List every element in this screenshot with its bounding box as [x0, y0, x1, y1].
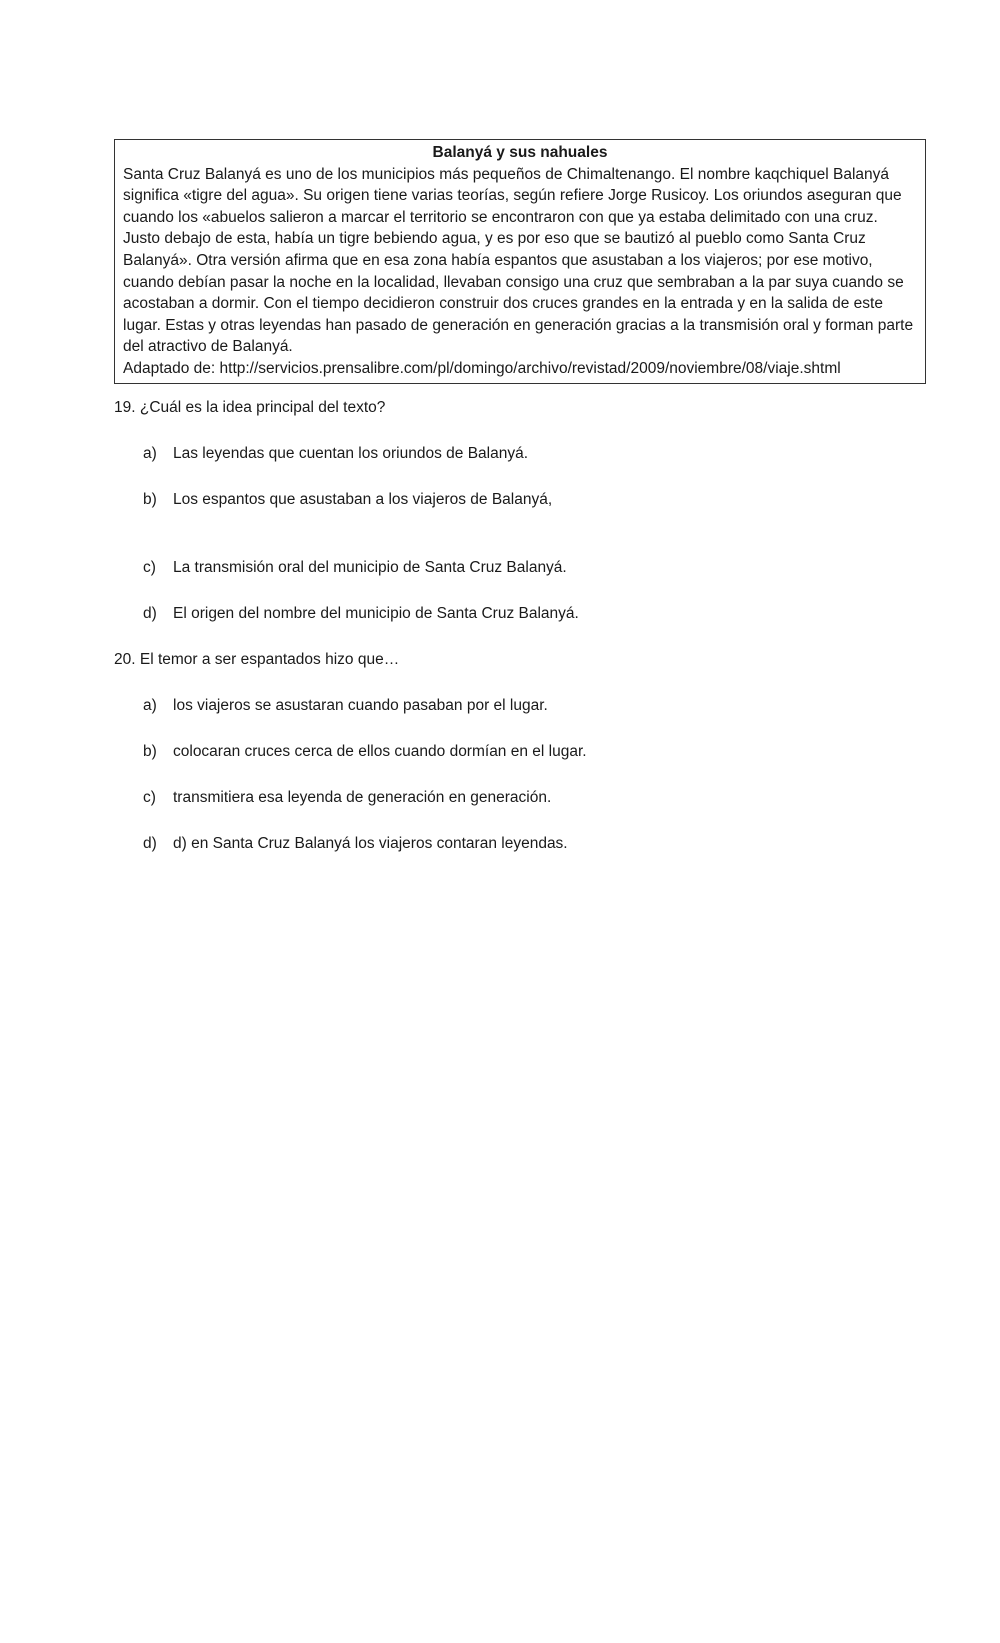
question-20-option-a[interactable] [143, 696, 548, 716]
question-20-option-d[interactable] [143, 834, 568, 854]
option-letter: d) [143, 605, 157, 622]
option-text: Los espantos que asustaban a los viajeros de Balanyá, [173, 491, 553, 508]
option-text: El origen del nombre del municipio de Santa Cruz Balanyá. [173, 605, 579, 622]
reading-body: Santa Cruz Balanyá es uno de los municipios más pequeños de Chimaltenango. El nombre kaqchiquel Balanyá significa «tigre del agua». Su origen tiene varias teorías, según refiere Jorge Rusicoy. Los oriundos aseguran que cuando los «abuelos salieron a marcar el territorio se encontraron con que ya estaba delimitado con una cruz. Justo debajo de esta, había un tigre bebiendo agua, y es por eso que se bautizó al pueblo como Santa Cruz Balanyá». Otra versión afirma que en esa zona había espantos que asustaban a los viajeros; por ese motivo, cuando debían pasar la noche en la localidad, llevaban consigo una cruz que sembraban a la par suya cuando se acostaban a dormir. Con el tiempo decidieron construir dos cruces grandes en la entrada y en la salida de este lugar. Estas y otras leyendas han pasado de generación en generación gracias a la transmisión oral y forman parte del atractivo de Balanyá. [123, 165, 914, 356]
option-letter: b) [143, 491, 157, 508]
option-text: colocaran cruces cerca de ellos cuando dormían en el lugar. [173, 743, 587, 760]
option-letter: c) [143, 559, 156, 576]
option-text: La transmisión oral del municipio de Santa Cruz Balanyá. [173, 559, 567, 576]
option-letter: d) [143, 835, 157, 852]
option-text: los viajeros se asustaran cuando pasaban por el lugar. [173, 697, 548, 714]
reading-source: Adaptado de: http://servicios.prensalibre.com/pl/domingo/archivo/revistad/2009/noviembre/08/viaje.shtml [123, 359, 841, 377]
option-text: transmitiera esa leyenda de generación en generación. [173, 789, 552, 806]
question-19-option-c[interactable] [143, 558, 567, 578]
question-19: 19. ¿Cuál es la idea principal del texto? [114, 399, 386, 416]
reading-passage-box [114, 139, 926, 384]
option-text: Las leyendas que cuentan los oriundos de Balanyá. [173, 445, 529, 462]
question-19-option-b[interactable] [143, 490, 552, 510]
question-20-option-b[interactable] [143, 742, 587, 762]
option-letter: c) [143, 789, 156, 806]
question-19-option-d[interactable] [143, 604, 579, 624]
reading-title: Balanyá y sus nahuales [432, 144, 608, 161]
option-letter: b) [143, 743, 157, 760]
option-text: d) en Santa Cruz Balanyá los viajeros contaran leyendas. [173, 835, 568, 852]
question-20-option-c[interactable] [143, 788, 551, 808]
option-letter: a) [143, 697, 157, 714]
option-letter: a) [143, 445, 157, 462]
question-19-option-a[interactable] [143, 444, 528, 464]
question-20: 20. El temor a ser espantados hizo que… [114, 651, 400, 668]
